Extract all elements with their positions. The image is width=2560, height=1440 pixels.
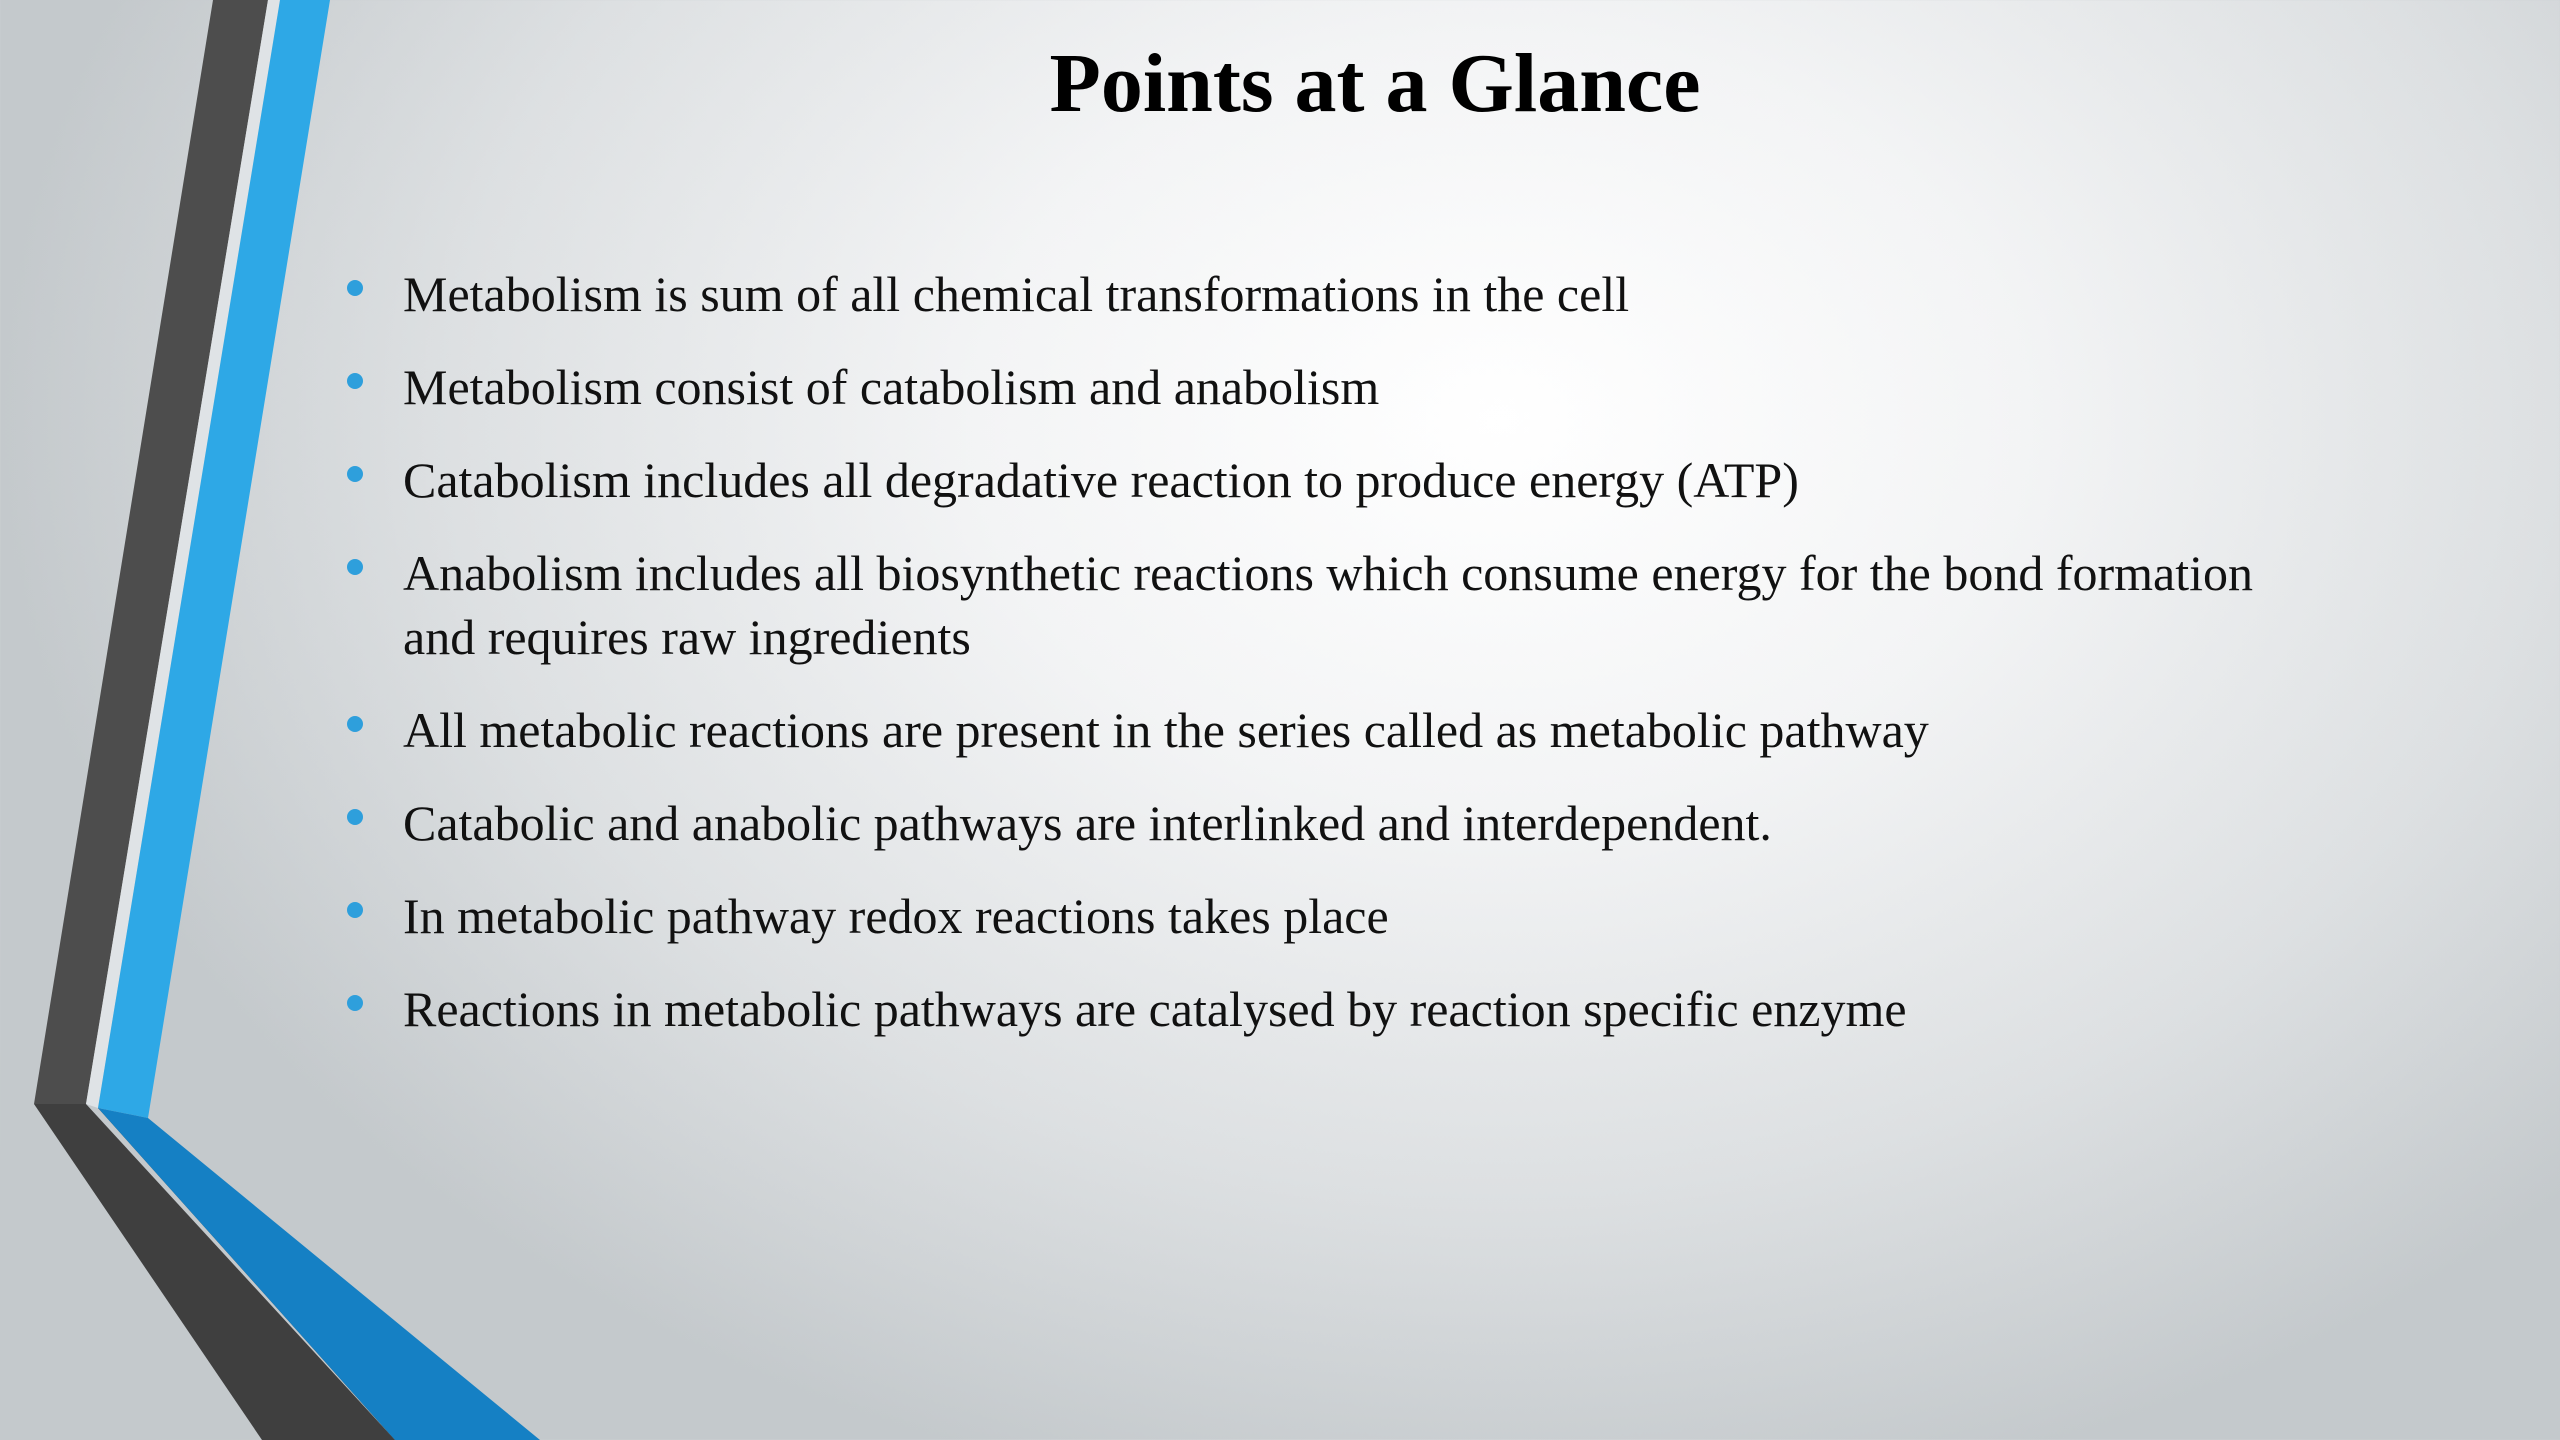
bullet-item bbox=[330, 541, 2260, 669]
light-separator-bar bbox=[86, 0, 280, 1108]
slide-title: Points at a Glance bbox=[1049, 37, 1701, 130]
bullet-dot-icon bbox=[347, 559, 363, 575]
bullet-item bbox=[330, 698, 2260, 762]
bullet-dot-icon bbox=[347, 280, 363, 296]
bullet-item bbox=[330, 355, 2260, 419]
bullet-text: Metabolism is sum of all chemical transformations in the cell bbox=[403, 266, 1630, 322]
bullet-text: Anabolism includes all biosynthetic reactions which consume energy for the bond formation and requires raw ingredients bbox=[403, 545, 2254, 665]
bullet-item bbox=[330, 262, 2260, 326]
bullet-text: Catabolic and anabolic pathways are interlinked and interdependent. bbox=[403, 795, 1772, 851]
bullet-item bbox=[330, 884, 2260, 948]
bullet-text: Metabolism consist of catabolism and anabolism bbox=[403, 359, 1380, 415]
bullet-text: Catabolism includes all degradative reaction to produce energy (ATP) bbox=[403, 452, 1799, 508]
bullet-dot-icon bbox=[347, 902, 363, 918]
bullet-item bbox=[330, 977, 2260, 1041]
bullet-dot-icon bbox=[347, 466, 363, 482]
bullet-text: In metabolic pathway redox reactions takes place bbox=[403, 888, 1389, 944]
bullet-dot-icon bbox=[347, 995, 363, 1011]
bullet-dot-icon bbox=[347, 373, 363, 389]
bullet-item bbox=[330, 448, 2260, 512]
bullet-text: All metabolic reactions are present in the series called as metabolic pathway bbox=[403, 702, 1929, 758]
bullet-dot-icon bbox=[347, 716, 363, 732]
bullet-list bbox=[330, 262, 2260, 1070]
bullet-text: Reactions in metabolic pathways are catalysed by reaction specific enzyme bbox=[403, 981, 1907, 1037]
gray-diagonal-bar bbox=[34, 1104, 395, 1440]
bullet-dot-icon bbox=[347, 809, 363, 825]
bullet-item bbox=[330, 791, 2260, 855]
